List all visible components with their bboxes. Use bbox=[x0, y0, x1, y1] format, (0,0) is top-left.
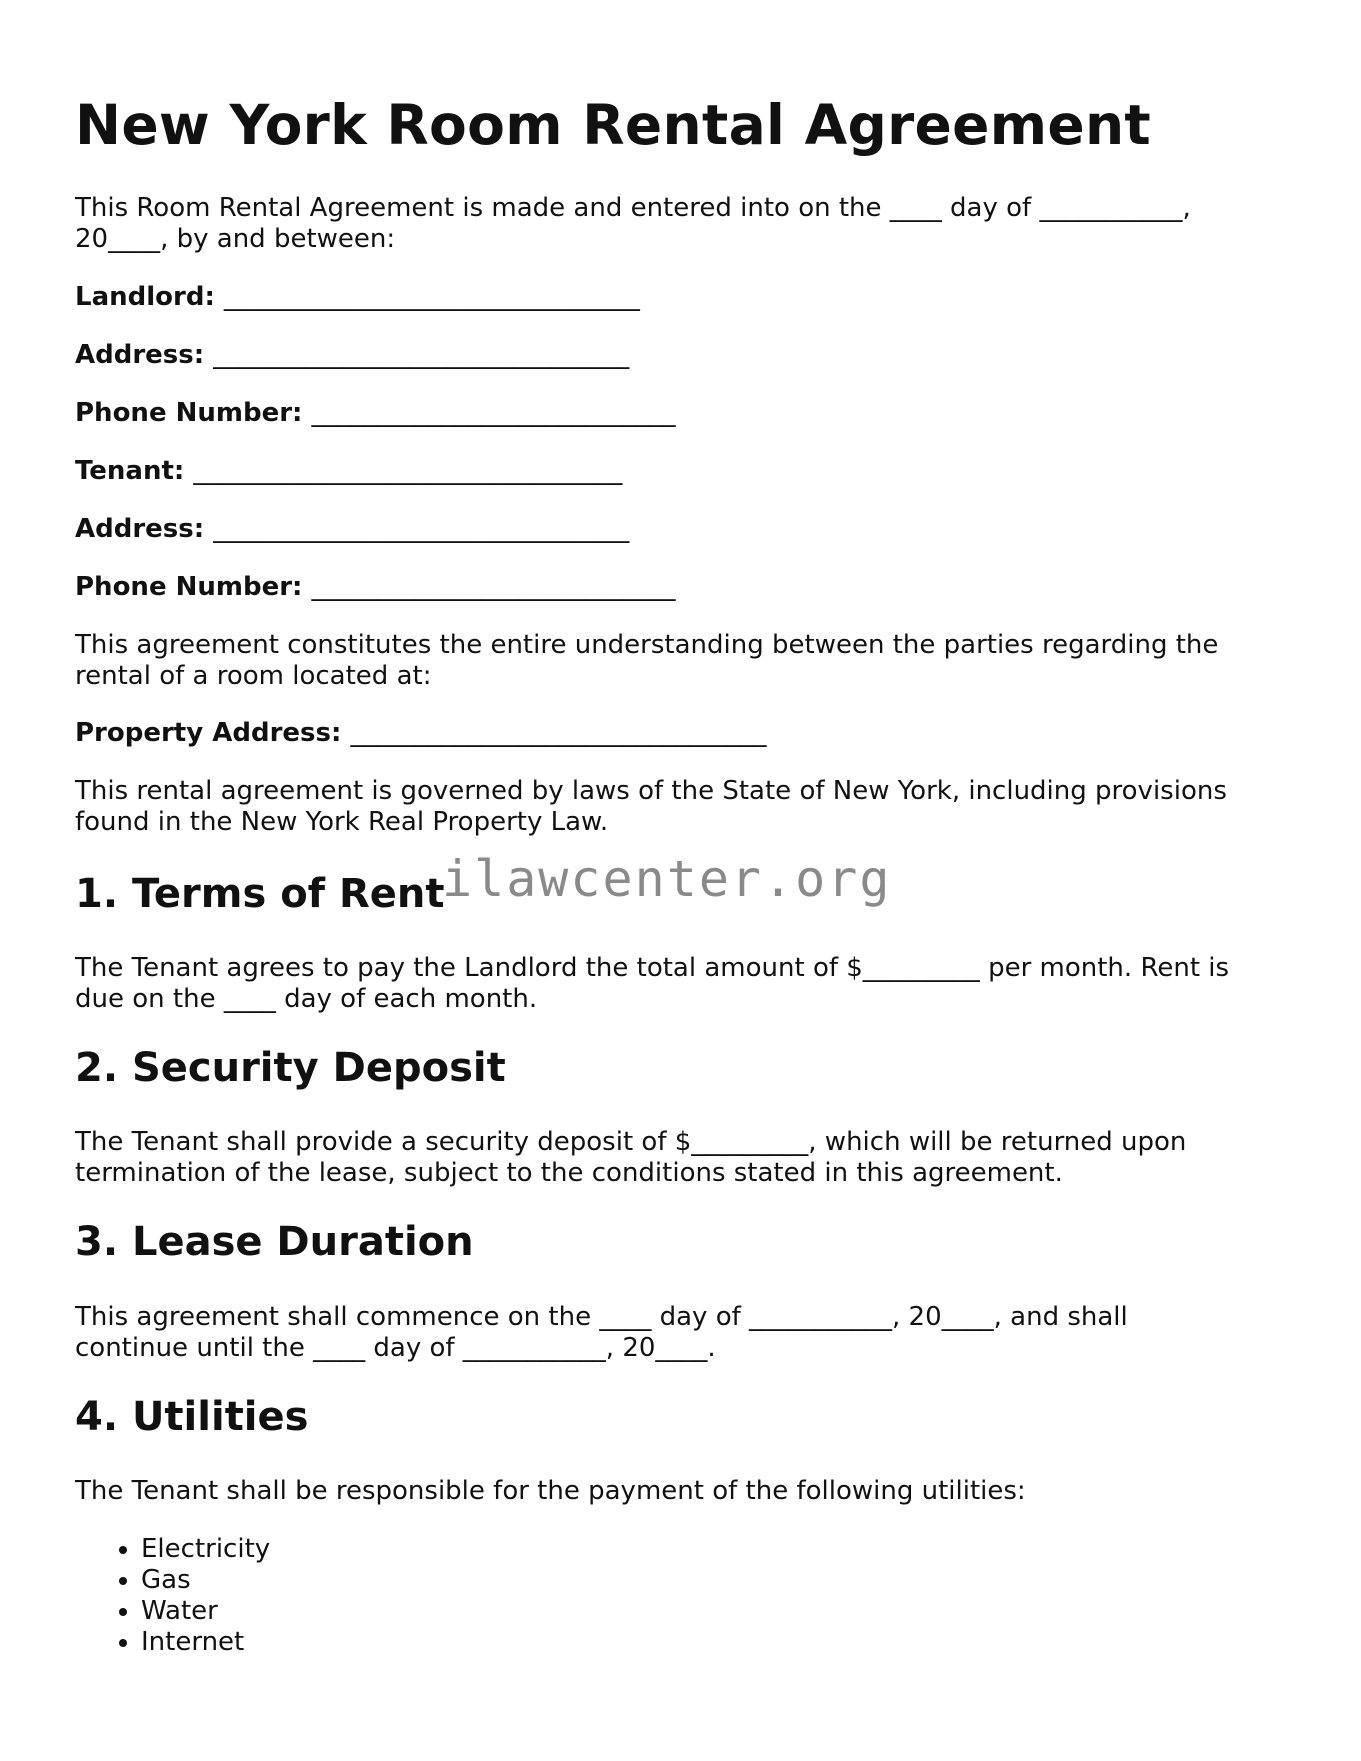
landlord-phone-label: Phone Number: bbox=[75, 398, 312, 428]
landlord-phone-field bbox=[75, 398, 676, 429]
tenant-field bbox=[75, 456, 622, 487]
property-address-blank[interactable]: ________________________________ bbox=[350, 718, 767, 748]
landlord-phone-blank[interactable]: ____________________________ bbox=[311, 398, 676, 428]
section-duration-heading: 3. Lease Duration bbox=[75, 1219, 474, 1265]
utilities-list bbox=[75, 1534, 270, 1658]
tenant-phone-blank[interactable]: ____________________________ bbox=[311, 572, 676, 602]
section-utilities-heading: 4. Utilities bbox=[75, 1394, 309, 1440]
tenant-address-blank[interactable]: ________________________________ bbox=[213, 514, 630, 544]
tenant-phone-label: Phone Number: bbox=[75, 572, 312, 602]
intro-paragraph: This Room Rental Agreement is made and entered into on the ____ day of ___________, 20____, by and between: bbox=[75, 193, 1199, 254]
tenant-blank[interactable]: _________________________________ bbox=[193, 456, 623, 486]
tenant-label: Tenant: bbox=[75, 456, 194, 486]
section-terms-heading: 1. Terms of Rent bbox=[75, 871, 445, 917]
entire-understanding-paragraph: This agreement constitutes the entire understanding between the parties regarding the rental of a room located at: bbox=[75, 630, 1227, 691]
landlord-address-label: Address: bbox=[75, 340, 214, 370]
section-terms-body: The Tenant agrees to pay the Landlord the total amount of $_________ per month. Rent is due on the ____ day of each month. bbox=[75, 953, 1238, 1014]
landlord-address-blank[interactable]: ________________________________ bbox=[213, 340, 630, 370]
list-item: • Gas bbox=[141, 1565, 270, 1596]
landlord-address-field bbox=[75, 340, 629, 371]
section-duration-body: This agreement shall commence on the ____ day of ___________, 20____, and shall continue until the ____ day of ___________, 20____. bbox=[75, 1302, 1137, 1363]
property-address-field bbox=[75, 718, 766, 749]
tenant-address-label: Address: bbox=[75, 514, 214, 544]
list-item: • Water bbox=[141, 1596, 270, 1627]
landlord-field bbox=[75, 282, 640, 313]
list-item: • Electricity bbox=[141, 1534, 270, 1565]
watermark: ilawcenter.org bbox=[442, 850, 892, 908]
governing-law-paragraph: This rental agreement is governed by laws of the State of New York, including provisions found in the New York Real Property Law. bbox=[75, 776, 1236, 837]
landlord-label: Landlord: bbox=[75, 282, 224, 312]
section-utilities-body: The Tenant shall be responsible for the payment of the following utilities: bbox=[75, 1476, 1026, 1506]
section-deposit-body: The Tenant shall provide a security deposit of $_________, which will be returned upon termination of the lease, subject to the conditions stated in this agreement. bbox=[75, 1127, 1195, 1188]
section-deposit-heading: 2. Security Deposit bbox=[75, 1045, 506, 1091]
property-address-label: Property Address: bbox=[75, 718, 351, 748]
list-item: • Internet bbox=[141, 1627, 270, 1658]
tenant-phone-field bbox=[75, 572, 676, 603]
landlord-blank[interactable]: ________________________________ bbox=[223, 282, 640, 312]
tenant-address-field bbox=[75, 514, 629, 545]
page-title: New York Room Rental Agreement bbox=[75, 93, 1152, 157]
